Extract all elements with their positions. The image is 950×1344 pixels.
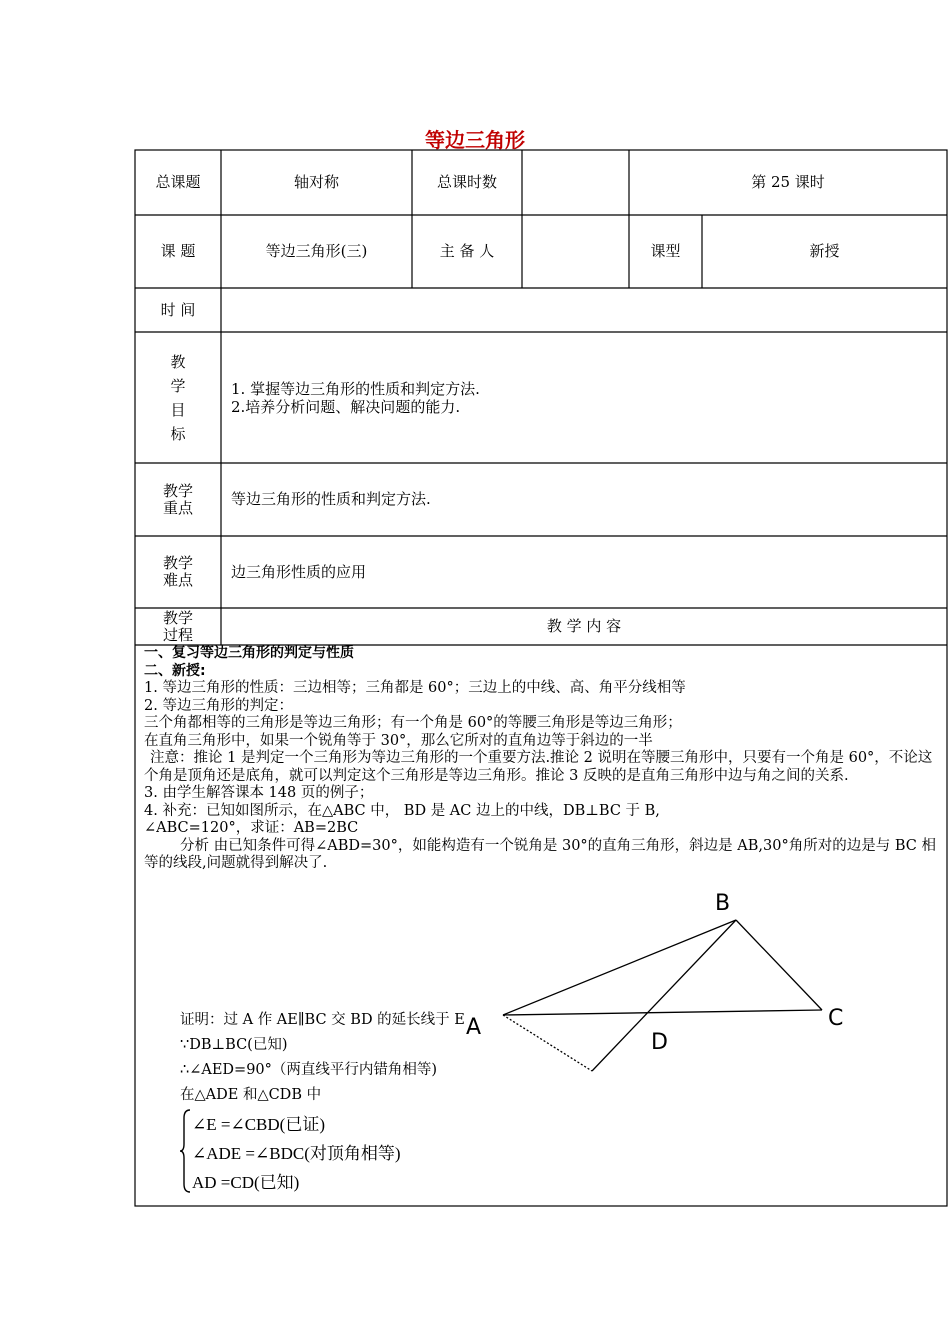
goal-item: 1. 掌握等边三角形的性质和判定方法. xyxy=(231,379,480,398)
label-b: B xyxy=(715,891,731,916)
label-c: C xyxy=(828,1006,844,1031)
label-time: 时 间 xyxy=(160,300,196,319)
label-a: A xyxy=(466,1015,482,1040)
content-line: 4. 补充：已知如图所示，在△ABC 中， BD 是 AC 边上的中线，DB⊥BC 于 B, xyxy=(144,802,660,819)
label-key-point-line: 教学 xyxy=(162,481,193,500)
process-header: 教 学 内 容 xyxy=(546,617,622,635)
system-line: ∠ADE =∠BDC(对顶角相等) xyxy=(192,1144,401,1163)
content-line: 1. 等边三角形的性质：三边相等；三角都是 60°；三边上的中线、高、角平分线相等 xyxy=(144,680,686,696)
segment-bc xyxy=(736,920,822,1010)
label-lesson: 课 题 xyxy=(160,242,196,260)
analysis-paragraph: 分析 由已知条件可得∠ABD=30°，如能构造有一个锐角是 30°的直角三角形，斜边是 AB,30°角所对的边是与 BC 相等的线段,问题就得到解决了. xyxy=(144,837,936,871)
label-lesson-type: 课型 xyxy=(650,242,681,260)
label-difficulty-line: 难点 xyxy=(162,571,193,589)
difficulty: 边三角形性质的应用 xyxy=(231,562,367,581)
label-goals-char: 学 xyxy=(170,376,186,395)
segment-ac xyxy=(503,1010,822,1015)
section-heading: 一、复习等边三角形的判定与性质 xyxy=(144,645,354,661)
content-line: 3. 由学生解答课本 148 页的例子； xyxy=(144,785,374,801)
note-paragraph: 注意：推论 1 是判定一个三角形为等边三角形的一个重要方法.推论 2 说明在等腰三角形中，只要有一个角是 60°，不论这个角是顶角还是底角，就可以判定这个三角形是等边三角形。推论 3 反映的是直角三角形中边与角之间的关系. xyxy=(144,750,933,784)
label-key-point-line: 重点 xyxy=(162,498,193,517)
system-line: AD =CD(已知) xyxy=(192,1173,300,1192)
total-topic: 轴对称 xyxy=(293,173,339,191)
label-process-line: 教学 xyxy=(162,608,193,627)
lesson-number: 第 25 课时 xyxy=(751,173,825,191)
proof-line: ∴∠AED=90°（两直线平行内错角相等) xyxy=(180,1062,438,1078)
content-line: 2. 等边三角形的判定： xyxy=(144,697,293,714)
system-line: ∠E =∠CBD(已证) xyxy=(192,1115,325,1134)
content-line: 三个角都相等的三角形是等边三角形；有一个角是 60°的等腰三角形是等边三角形； xyxy=(144,715,682,731)
lesson-type: 新授 xyxy=(809,242,840,260)
segment-ab xyxy=(503,920,736,1015)
lesson-title: 等边三角形(三) xyxy=(265,242,368,260)
label-goals-char: 标 xyxy=(170,424,186,443)
label-total-hours: 总课时数 xyxy=(436,173,497,191)
label-goals-char: 目 xyxy=(170,400,186,419)
label-preparer: 主 备 人 xyxy=(439,242,495,260)
proof-line: 证明：过 A 作 AE∥BC 交 BD 的延长线于 E xyxy=(180,1012,465,1028)
proof-line: 在△ADE 和△CDB 中 xyxy=(180,1087,322,1103)
segment-ae xyxy=(503,1015,592,1071)
content-line: 在直角三角形中，如果一个锐角等于 30°，那么它所对的直角边等于斜边的一半 xyxy=(144,732,653,749)
key-point: 等边三角形的性质和判定方法. xyxy=(231,490,431,508)
page-title: 等边三角形 xyxy=(425,128,525,152)
content-line: ∠ABC=120°，求证：AB=2BC xyxy=(144,820,359,836)
label-d: D xyxy=(651,1030,668,1055)
proof-line: ∵DB⊥BC(已知) xyxy=(180,1037,288,1053)
section-heading: 二、新授: xyxy=(144,662,206,679)
goal-item: 2.培养分析问题、解决问题的能力. xyxy=(231,397,461,416)
label-process-line: 过程 xyxy=(162,625,193,644)
label-difficulty-line: 教学 xyxy=(162,554,193,572)
label-goals-char: 教 xyxy=(170,352,186,371)
label-total-topic: 总课题 xyxy=(155,173,201,191)
